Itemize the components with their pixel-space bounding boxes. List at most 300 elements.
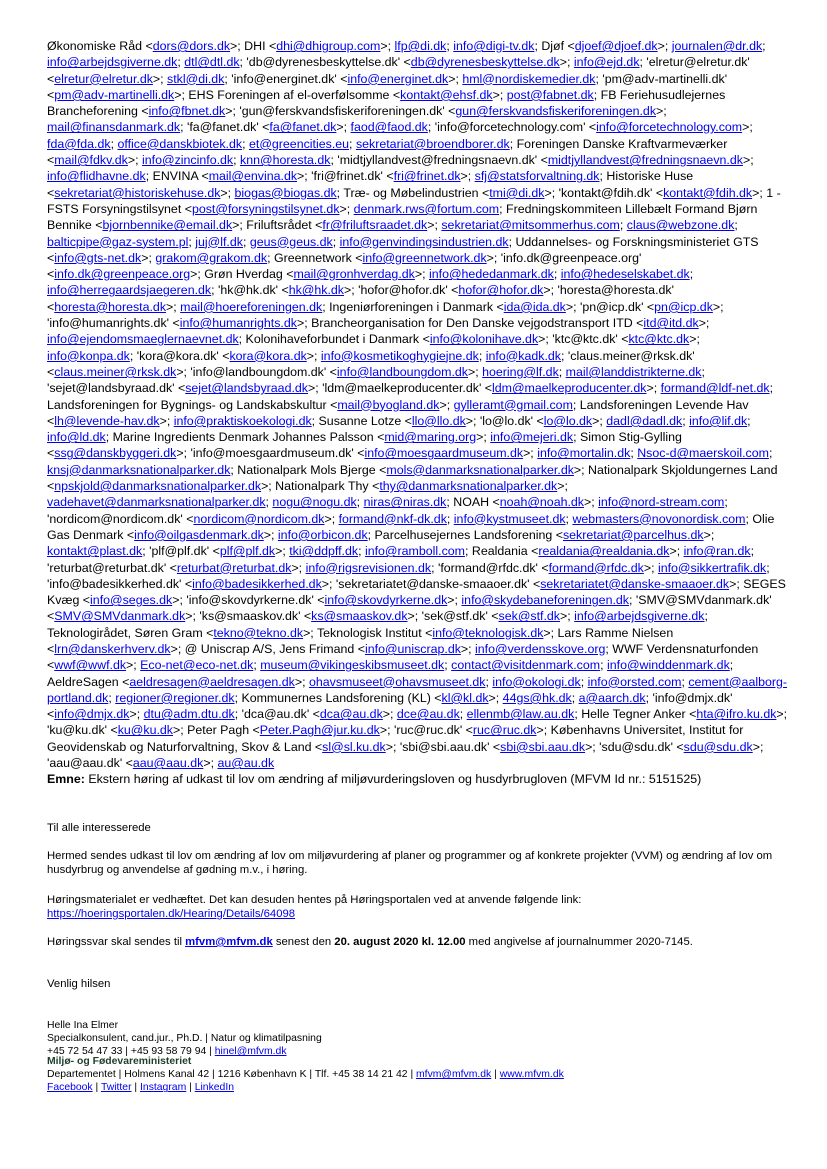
recipient-email-link[interactable]: SMV@SMVdanmark.dk <box>54 609 186 624</box>
recipient-email-link[interactable]: info@teknologisk.dk <box>432 625 544 640</box>
recipient-email-link[interactable]: info@oilgasdenmark.dk <box>134 527 264 542</box>
recipient-email-link[interactable]: sejet@landsbyraad.dk <box>185 381 308 396</box>
recipient-email-link[interactable]: info@arbejdsgiverne.dk <box>47 55 178 70</box>
recipient-email-link[interactable]: mols@danmarksnationalparker.dk <box>386 462 574 477</box>
recipient-email-link[interactable]: info@ran.dk <box>683 544 751 559</box>
recipient-email-link[interactable]: info@humanrights.dk <box>179 316 297 331</box>
recipient-email-link[interactable]: ruc@ruc.dk <box>472 723 537 738</box>
recipient-email-link[interactable]: geus@geus.dk <box>249 234 333 249</box>
recipient-text: >; SEGES Kvæg < <box>47 576 786 608</box>
recipient-email-link[interactable]: info@ramboll.com <box>364 544 465 559</box>
recipient-email-link[interactable]: plf@plf.dk <box>219 544 276 559</box>
recipient-email-link[interactable]: info@konpa.dk <box>47 348 130 363</box>
recipient-email-link[interactable]: Nsoc-d@maerskoil.com <box>637 446 769 461</box>
recipient-text: >; <box>557 479 568 494</box>
recipient-text: ; <box>446 39 454 53</box>
recipient-email-link[interactable]: cement@aalborg-portland.dk <box>47 674 788 705</box>
organization-footer <box>47 1055 789 1095</box>
recipient-text: >; 'info@moesgaardmuseum.dk' < <box>176 446 365 461</box>
deadline-post: med angivelse af journalnummer 2020-7145. <box>465 936 693 948</box>
recipient-email-link[interactable]: mail@hoereforeningen.dk <box>180 299 323 314</box>
recipient-text: >; <box>380 39 395 53</box>
recipient-email-link[interactable]: info@fbnet.dk <box>148 104 226 119</box>
recipient-email-link[interactable]: et@greencities.eu <box>248 136 350 151</box>
recipient-email-link[interactable]: ktc@ktc.dk <box>628 332 690 347</box>
recipient-email-link[interactable]: sfj@statsforvaltning.dk <box>474 169 600 184</box>
recipient-text: ; Djøf < <box>534 39 575 53</box>
recipient-email-link[interactable]: knsj@danmarksnationalparker.dk <box>47 462 231 477</box>
recipient-email-link[interactable]: info@dmjx.dk <box>54 707 130 722</box>
recipient-email-link[interactable]: hoering@lf.dk <box>482 364 559 379</box>
recipient-email-link[interactable]: info@flidhavne.dk <box>47 169 146 184</box>
recipient-text: ; <box>356 495 364 510</box>
recipient-email-link[interactable]: dhi@dhigroup.com <box>276 39 381 53</box>
recipient-text: >; 'fri@frinet.dk' < <box>297 169 394 184</box>
recipient-text: ; Fredningskommiteen Lillebælt Formand Bjørn Bennike < <box>47 201 758 233</box>
recipient-email-link[interactable]: juj@lf.dk <box>195 234 243 249</box>
recipient-email-link[interactable]: Eco-net@eco-net.dk <box>140 658 254 673</box>
recipient-email-link[interactable]: claus.meiner@rksk.dk <box>54 364 177 379</box>
recipient-email-link[interactable]: info@landboungdom.dk <box>336 364 468 379</box>
recipient-text: ; 'info@badesikkerhed.dk' < <box>47 560 770 591</box>
recipient-email-link[interactable]: info@mejeri.dk <box>490 430 574 445</box>
recipient-text: >; <box>460 641 476 656</box>
recipient-text: >; <box>263 527 278 542</box>
recipient-email-link[interactable]: fa@fanet.dk <box>269 120 337 135</box>
recipient-text: >; <box>492 87 507 102</box>
recipient-email-link[interactable]: Peter.Pagh@jur.ku.dk <box>259 723 380 738</box>
recipient-email-link[interactable]: contact@visitdenmark.com <box>451 658 601 673</box>
recipient-email-link[interactable]: aeldresagen@aeldresagen.dk <box>129 674 295 689</box>
recipient-email-link[interactable]: 44gs@hk.dk <box>502 690 572 705</box>
recipient-email-link[interactable]: formand@rfdc.dk <box>548 560 644 575</box>
recipient-text: ; <box>485 674 493 689</box>
recipient-text: 'nordicom@nordicom.dk' < <box>47 511 194 526</box>
recipient-email-link[interactable]: mail@landdistrikterne.dk <box>565 364 702 379</box>
recipient-email-link[interactable]: info@zincinfo.dk <box>142 153 234 168</box>
deadline-date: 20. august 2020 kl. 12.00 <box>334 936 466 948</box>
recipient-email-link[interactable]: itd@itd.dk <box>643 316 699 331</box>
recipient-email-link[interactable]: aau@aau.dk <box>132 756 204 771</box>
recipient-text: >; 'sekretariatet@danske-smaaoer.dk' < <box>321 576 541 591</box>
recipient-text: ; <box>681 674 689 689</box>
recipient-email-link[interactable]: info@skovdyrkerne.dk <box>324 593 448 608</box>
recipient-email-link[interactable]: nordicom@nordicom.dk <box>193 511 325 526</box>
closing: Venlig hilsen <box>47 978 111 990</box>
recipient-text: Olie Gas Denmark < <box>47 511 775 542</box>
recipient-email-link[interactable]: ku@ku.dk <box>117 723 173 738</box>
recipient-email-link[interactable]: sekretariat@parcelhus.dk <box>562 527 704 542</box>
recipient-email-link[interactable]: info@verdensskove.org <box>475 641 606 656</box>
recipient-email-link[interactable]: sek@stf.dk <box>498 609 561 624</box>
recipient-email-link[interactable]: dtu@adm.dtu.dk <box>143 707 235 722</box>
recipient-email-link[interactable]: fr@friluftsraadet.dk <box>322 218 428 233</box>
recipient-text: >; <box>324 511 339 526</box>
separator: | <box>491 1069 500 1081</box>
recipient-text: ; <box>619 218 627 233</box>
recipient-email-link[interactable]: info@moesgaardmuseum.dk <box>364 446 524 461</box>
recipient-email-link[interactable]: info@nord-stream.com <box>598 495 725 510</box>
recipient-text: ; Parcelhusejernes Landsforening < <box>367 527 563 542</box>
recipient-text: >; <box>712 299 724 314</box>
recipient-text: ; <box>233 153 241 168</box>
recipient-email-link[interactable]: info@okologi.dk <box>492 674 581 689</box>
recipient-text: >; 'ktc@ktc.dk' < <box>538 332 629 347</box>
recipient-email-link[interactable]: fda@fda.dk <box>47 136 111 151</box>
recipient-email-link[interactable]: fri@frinet.dk <box>393 169 461 184</box>
recipient-text: ; Kommunernes Landsforening (KL) < <box>234 690 442 705</box>
recipient-text: >; Nationalpark Skjoldungernes Land < <box>47 462 778 494</box>
recipient-text: ; Susanne Lotze < <box>311 413 412 428</box>
recipient-email-link[interactable]: dtl@dtl.dk <box>184 55 240 70</box>
recipient-email-link[interactable]: horesta@horesta.dk <box>54 299 167 314</box>
recipient-text: ; <box>701 364 705 379</box>
subject-label: Emne: <box>47 772 85 787</box>
recipient-email-link[interactable]: museum@vikingeskibsmuseet.dk <box>260 658 445 673</box>
recipient-text: >; Peter Pagh < <box>172 723 260 738</box>
recipient-email-link[interactable]: tmi@di.dk <box>489 185 545 200</box>
recipient-text: ; <box>762 39 766 53</box>
recipient-email-link[interactable]: midtjyllandvest@fredningsnaevn.dk <box>547 153 743 168</box>
recipient-email-link[interactable]: npskjold@danmarksnationalparker.dk <box>54 479 262 494</box>
separator: | <box>92 1082 101 1094</box>
recipient-email-link[interactable]: lo@lo.dk <box>543 413 593 428</box>
twitter-link[interactable]: Twitter <box>100 1082 132 1094</box>
recipient-text: ; <box>110 136 118 151</box>
recipient-text: ; Landsforeningen for Bygnings- og Landskabskultur < <box>47 381 774 412</box>
recipient-email-link[interactable]: office@danskbiotek.dk <box>117 136 243 151</box>
recipient-email-link[interactable]: ssg@danskbyggeri.dk <box>54 446 177 461</box>
recipient-text: ; <box>242 234 250 249</box>
recipient-text: >; <box>657 39 672 53</box>
recipient-text: ; Nationalpark Mols Bjerge < <box>230 462 387 477</box>
recipient-text: >; <box>385 739 400 754</box>
recipient-text: ; Træ- og Møbelindustrien < <box>336 185 490 200</box>
recipient-text: >; <box>166 299 181 314</box>
recipient-email-link[interactable]: post@fabnet.dk <box>506 87 594 102</box>
recipient-text: ; Realdania < <box>465 544 539 559</box>
recipient-email-link[interactable]: grakom@grakom.dk <box>155 250 268 265</box>
recipient-email-link[interactable]: journalen@dr.dk <box>671 39 763 53</box>
recipient-email-link[interactable]: gylleramt@gmail.com <box>453 397 573 412</box>
recipient-email-link[interactable]: info@gts-net.dk <box>54 250 142 265</box>
recipient-email-link[interactable]: nogu@nogu.dk <box>272 495 357 510</box>
recipient-text: >; 'horesta@horesta.dk' < <box>47 283 674 314</box>
recipient-email-link[interactable]: info@ejendomsmaeglernaevnet.dk <box>47 332 239 347</box>
recipient-text: ; <box>630 446 638 461</box>
instagram-link[interactable]: Instagram <box>140 1082 187 1094</box>
recipient-email-link[interactable]: regioner@regioner.dk <box>115 690 235 705</box>
material-paragraph <box>47 893 789 921</box>
organization-email-link[interactable]: mfvm@mfvm.dk <box>416 1069 492 1081</box>
recipient-email-link[interactable]: tki@ddpff.dk <box>289 544 359 559</box>
material-text: Høringsmaterialet er vedhæftet. Det kan desuden hentes på Høringsportalen ved at anvende følgende link: <box>47 894 582 906</box>
recipient-email-link[interactable]: mail@finansdanmark.dk <box>47 120 181 135</box>
recipient-email-link[interactable]: sbi@sbi.aau.dk <box>500 739 586 754</box>
signature <box>47 1019 789 1059</box>
recipient-email-link[interactable]: bjornbennike@email.dk <box>102 218 233 233</box>
recipient-email-link[interactable]: post@forsyningstilsynet.dk <box>191 201 340 216</box>
recipient-email-link[interactable]: sl@sl.ku.dk <box>322 739 386 754</box>
recipient-text: ; <box>747 413 751 428</box>
recipient-email-link[interactable]: sekretariat@mitsommerhus.com <box>441 218 620 233</box>
recipient-email-link[interactable]: dca@au.dk <box>319 707 383 722</box>
recipient-email-link[interactable]: pn@icp.dk <box>654 299 713 314</box>
recipient-email-link[interactable]: thy@danmarksnationalparker.dk <box>379 479 558 494</box>
recipient-email-link[interactable]: info@sikkertrafik.dk <box>657 560 767 575</box>
recipient-email-link[interactable]: info@ejd.dk <box>573 55 640 70</box>
recipient-text: ; <box>349 136 356 151</box>
recipient-email-link[interactable]: info@greennetwork.dk <box>362 250 487 265</box>
recipient-email-link[interactable]: stkl@di.dk <box>167 71 225 86</box>
recipient-text: ; <box>253 658 261 673</box>
recipient-email-link[interactable]: info@praktiskoekologi.dk <box>173 413 312 428</box>
recipient-text: >; <box>742 153 754 168</box>
recipient-email-link[interactable]: sdu@sdu.dk <box>683 739 753 754</box>
recipient-email-link[interactable]: db@dyrenesbeskyttelse.dk <box>410 55 560 70</box>
recipient-email-link[interactable]: hofor@hofor.dk <box>458 283 544 298</box>
recipient-text: ; <box>177 55 185 70</box>
recipient-text: >; 'pn@icp.dk' < <box>565 299 655 314</box>
recipient-email-link[interactable]: vadehavet@danmarksnationalparker.dk <box>47 495 266 510</box>
recipient-email-link[interactable]: dadl@dadl.dk <box>606 413 683 428</box>
subject-text: Ekstern høring af udkast til lov om ændring af miljøvurderingsloven og husdyrbrugloven (MFVM Id nr.: 5151525) <box>84 772 702 787</box>
recipient-email-link[interactable]: hta@ifro.ku.dk <box>696 707 777 722</box>
recipient-email-link[interactable]: formand@ldf-net.dk <box>660 381 770 396</box>
recipient-email-link[interactable]: kl@kl.dk <box>441 690 489 705</box>
recipient-text: >; <box>476 430 491 445</box>
recipient-email-link[interactable]: biogas@biogas.dk <box>234 185 337 200</box>
recipient-email-link[interactable]: info@kosmetikoghygiejne.dk <box>320 348 479 363</box>
recipient-text: ; <box>734 218 738 233</box>
recipient-text: 'returbat@returbat.dk' < <box>47 560 177 575</box>
recipient-email-link[interactable]: mail@fdkv.dk <box>54 153 128 168</box>
recipient-email-link[interactable]: knn@horesta.dk <box>240 153 331 168</box>
signature-email-link[interactable]: hinel@mfvm.dk <box>214 1046 287 1058</box>
recipient-email-link[interactable]: gun@ferskvandsfiskeriforeningen.dk <box>455 104 657 119</box>
recipient-text: >; <box>159 413 174 428</box>
recipient-text: >; 'kontakt@fdih.dk' < <box>544 185 664 200</box>
website-link[interactable]: www.mfvm.dk <box>499 1069 564 1081</box>
recipient-email-link[interactable]: info@digi-tv.dk <box>453 39 535 53</box>
recipient-email-link[interactable]: info@lif.dk <box>689 413 748 428</box>
recipient-text: ; 'info@forcetechnology.com' < <box>427 120 597 135</box>
recipient-text: >; <box>646 381 661 396</box>
separator: | <box>131 1082 141 1094</box>
recipient-text: >; <box>592 413 607 428</box>
recipient-text: >; 'lo@lo.dk' < <box>465 413 544 428</box>
recipient-text: >; <box>291 560 306 575</box>
recipient-text: ; NOAH < <box>446 495 500 510</box>
recipient-text: >; <box>152 71 168 86</box>
recipient-email-link[interactable]: realdania@realdania.dk <box>538 544 670 559</box>
recipient-text: >; 'sdu@sdu.dk' < <box>585 739 684 754</box>
recipient-email-link[interactable]: mail@byogland.dk <box>337 397 440 412</box>
recipient-text: >; @ Uniscrap A/S, Jens Frimand < <box>170 641 365 656</box>
recipient-email-link[interactable]: sekretariatet@danske-smaaoer.dk <box>540 576 730 591</box>
recipient-email-link[interactable]: kora@kora.dk <box>229 348 307 363</box>
recipient-email-link[interactable]: info@winddenmark.dk <box>606 658 730 673</box>
recipient-email-link[interactable]: info@orbicon.dk <box>277 527 368 542</box>
recipient-email-link[interactable]: info@herregaardsjaegeren.dk <box>47 283 212 298</box>
recipient-email-link[interactable]: a@aarch.dk <box>578 690 646 705</box>
recipient-email-link[interactable]: info@seges.dk <box>90 593 173 608</box>
hearing-portal-link[interactable]: https://hoeringsportalen.dk/Hearing/Details/64098 <box>47 908 296 920</box>
recipient-email-link[interactable]: wwf@wwf.dk <box>54 658 127 673</box>
recipient-email-link[interactable]: formand@nkf-dk.dk <box>338 511 447 526</box>
recipient-email-link[interactable]: returbat@returbat.dk <box>176 560 292 575</box>
recipient-text: ; <box>580 674 588 689</box>
recipient-text: >; 'info.dk@greenpeace.org' < <box>47 250 642 282</box>
recipient-email-link[interactable]: kontakt@ehsf.dk <box>400 87 493 102</box>
recipient-text: ; 'midtjyllandvest@fredningsnaevn.dk' < <box>330 153 548 168</box>
recipient-text: ; 'plf@plf.dk' < <box>142 544 220 559</box>
recipient-email-link[interactable]: info@ld.dk <box>47 430 106 445</box>
recipient-text: ; <box>265 495 273 510</box>
recipient-text: 'sejet@landsbyraad.dk' < <box>47 381 186 396</box>
recipient-email-link[interactable]: info@forcetechnology.com <box>596 120 743 135</box>
recipient-text: >; <box>656 104 667 119</box>
recipient-text: >; 'ks@smaaskov.dk' < <box>185 609 312 624</box>
recipient-email-link[interactable]: info@rigsrevisionen.dk <box>305 560 432 575</box>
recipient-email-link[interactable]: info@genvindingsindustrien.dk <box>339 234 509 249</box>
recipient-text: >; <box>439 397 454 412</box>
recipient-email-link[interactable]: tekno@tekno.dk <box>213 625 304 640</box>
recipient-email-link[interactable]: info@hededanmark.dk <box>428 267 554 282</box>
recipient-text: ; <box>750 544 755 559</box>
recipient-email-link[interactable]: info@skydebaneforeningen.dk <box>461 593 629 608</box>
recipient-email-link[interactable]: faod@faod.dk <box>350 120 428 135</box>
recipient-text: Økonomiske Råd < <box>47 39 153 53</box>
recipient-email-link[interactable]: dce@au.dk <box>396 707 460 722</box>
recipient-text: >; 'info@skovdyrkerne.dk' < <box>172 593 325 608</box>
recipient-email-link[interactable]: lfp@di.dk <box>394 39 447 53</box>
recipient-text: >; <box>129 707 144 722</box>
recipient-text: ; 'hk@hk.dk' < <box>211 283 289 298</box>
recipient-email-link[interactable]: info@uniscrap.dk <box>364 641 461 656</box>
recipient-text: ; 'pm@adv-martinelli.dk' < <box>47 71 728 102</box>
recipient-email-link[interactable]: llo@llo.dk <box>411 413 466 428</box>
recipient-text: ; WWF Verdensnaturfonden < <box>47 641 759 673</box>
recipient-text: ; <box>478 348 486 363</box>
recipient-text: >; <box>584 495 599 510</box>
recipient-text: >; <box>275 544 290 559</box>
organization-address: Departementet | Holmens Kanal 42 | 1216 København K | Tlf. +45 38 14 21 42 | <box>47 1069 417 1081</box>
recipient-text: ; Foreningen Danske Kraftvarmeværker < <box>47 136 728 168</box>
greeting: Til alle interesserede <box>47 822 151 834</box>
recipient-email-link[interactable]: webmasters@novonordisk.com <box>572 511 746 526</box>
recipient-email-link[interactable]: balticpipe@gaz-system.pl <box>47 234 189 249</box>
recipient-email-link[interactable]: info@mortalin.dk <box>537 446 631 461</box>
recipient-email-link[interactable]: dors@dors.dk <box>152 39 231 53</box>
recipient-text: ; <box>558 364 566 379</box>
recipient-email-link[interactable]: claus@webzone.dk <box>626 218 735 233</box>
deadline-email-link[interactable]: mfvm@mfvm.dk <box>185 936 273 948</box>
recipient-text: ; <box>689 267 694 282</box>
recipient-text: ; <box>571 690 579 705</box>
deadline-paragraph <box>47 935 789 949</box>
recipient-text: ; ENVINA < <box>145 169 209 184</box>
recipient-list <box>47 38 789 788</box>
recipient-text: >; Københavns Universitet, Institut for Geovidenskab og Naturforvaltning, Skov & Land < <box>47 723 744 754</box>
recipient-email-link[interactable]: sekretariat@broendborer.dk <box>355 136 510 151</box>
recipient-email-link[interactable]: ohavsmuseet@ohavsmuseet.dk <box>308 674 486 689</box>
recipient-email-link[interactable]: kontakt@fdih.dk <box>663 185 753 200</box>
recipient-email-link[interactable]: lrn@danskerhverv.dk <box>54 641 171 656</box>
recipient-email-link[interactable]: hml@nordiskemedier.dk <box>462 71 596 86</box>
recipient-text: 1 - FSTS Forsyningstilsynet < <box>47 185 781 216</box>
recipient-text: ; <box>446 511 454 526</box>
recipient-text: >; Lars Ramme Nielsen < <box>47 625 674 656</box>
recipient-text: ; Helle Tegner Anker < <box>574 707 697 722</box>
recipient-text: >; <box>427 218 442 233</box>
recipient-email-link[interactable]: mid@maring.org <box>384 430 477 445</box>
recipient-email-link[interactable]: info@badesikkerhed.dk <box>192 576 322 591</box>
recipient-text: >; EHS Foreningen af el-overfølsomme < <box>174 87 401 102</box>
intro-paragraph: Hermed sendes udkast til lov om ændring af lov om miljøvurdering af planer og programmer og af konkrete projekter (VVM) og ændring af lov om husdyrbrug og anvendelse af gødning m.v., i høring. <box>47 850 773 876</box>
recipient-email-link[interactable]: niras@niras.dk <box>363 495 447 510</box>
recipient-email-link[interactable]: elretur@elretur.dk <box>54 71 153 86</box>
recipient-text: >; Grøn Hverdag < <box>190 267 294 282</box>
recipient-text: >; 'aau@aau.dk' < <box>47 739 764 771</box>
recipient-text: ; <box>600 658 607 673</box>
recipient-text: ; <box>459 707 467 722</box>
recipient-text: ; <box>444 658 452 673</box>
recipient-text: >; <box>447 593 462 608</box>
recipient-text: 'sbi@sbi.aau.dk' < <box>399 739 501 754</box>
recipient-email-link[interactable]: denmark.rws@fortum.com <box>353 201 500 216</box>
recipient-text: >; Nationalpark Thy < <box>261 479 380 494</box>
recipient-text: >; 'hofor@hofor.dk' < <box>343 283 459 298</box>
recipient-email-link[interactable]: info@hedeselskabet.dk <box>560 267 690 282</box>
recipient-email-link[interactable]: sekretariat@historiskehuse.dk <box>54 185 221 200</box>
recipient-email-link[interactable]: mail@gronhverdag.dk <box>293 267 415 282</box>
recipient-email-link[interactable]: mail@envina.dk <box>208 169 298 184</box>
recipient-email-link[interactable]: info@orsted.com <box>587 674 682 689</box>
recipient-email-link[interactable]: info.dk@greenpeace.org <box>54 267 191 282</box>
recipient-email-link[interactable]: info@arbejdsgiverne.dk <box>574 609 705 624</box>
recipient-text: ; <box>242 136 249 151</box>
recipient-email-link[interactable]: hk@hk.dk <box>288 283 344 298</box>
recipient-text: ; Uddannelses- og Forskningsministeriet GTS < <box>47 234 759 265</box>
recipient-email-link[interactable]: ks@smaaskov.dk <box>311 609 408 624</box>
recipient-text: >; <box>468 364 483 379</box>
recipient-email-link[interactable]: djoef@djoef.dk <box>574 39 658 53</box>
recipient-text: >; <box>523 446 538 461</box>
recipient-email-link[interactable]: ldm@maelkeproducenter.dk <box>492 381 647 396</box>
linkedin-link[interactable]: LinkedIn <box>194 1082 235 1094</box>
recipient-email-link[interactable]: pm@adv-martinelli.dk <box>54 87 175 102</box>
recipient-text: ; 'kora@kora.dk' < <box>129 348 230 363</box>
recipient-text: >; 'info@landboungdom.dk' < <box>176 364 337 379</box>
recipient-text: >; <box>126 658 141 673</box>
recipient-text: >; <box>448 71 463 86</box>
facebook-link[interactable]: Facebook <box>47 1082 93 1094</box>
recipient-email-link[interactable]: ellenmb@law.au.dk <box>466 707 575 722</box>
recipient-email-link[interactable]: info@kystmuseet.dk <box>453 511 566 526</box>
recipient-email-link[interactable]: ida@ida.dk <box>503 299 566 314</box>
recipient-text: >; <box>698 316 710 331</box>
recipient-text: ; Ingeniørforeningen i Danmark < <box>322 299 504 314</box>
recipient-email-link[interactable]: kontakt@plast.dk <box>47 544 143 559</box>
recipient-email-link[interactable]: noah@noah.dk <box>499 495 585 510</box>
recipient-email-link[interactable]: au@au.dk <box>217 756 275 771</box>
recipient-text: >; Friluftsrådet < <box>232 218 323 233</box>
recipient-email-link[interactable]: lh@levende-hav.dk <box>54 413 160 428</box>
recipient-email-link[interactable]: info@energinet.dk <box>347 71 449 86</box>
recipient-email-link[interactable]: info@kadk.dk <box>485 348 561 363</box>
recipient-email-link[interactable]: info@kolonihave.dk <box>429 332 539 347</box>
